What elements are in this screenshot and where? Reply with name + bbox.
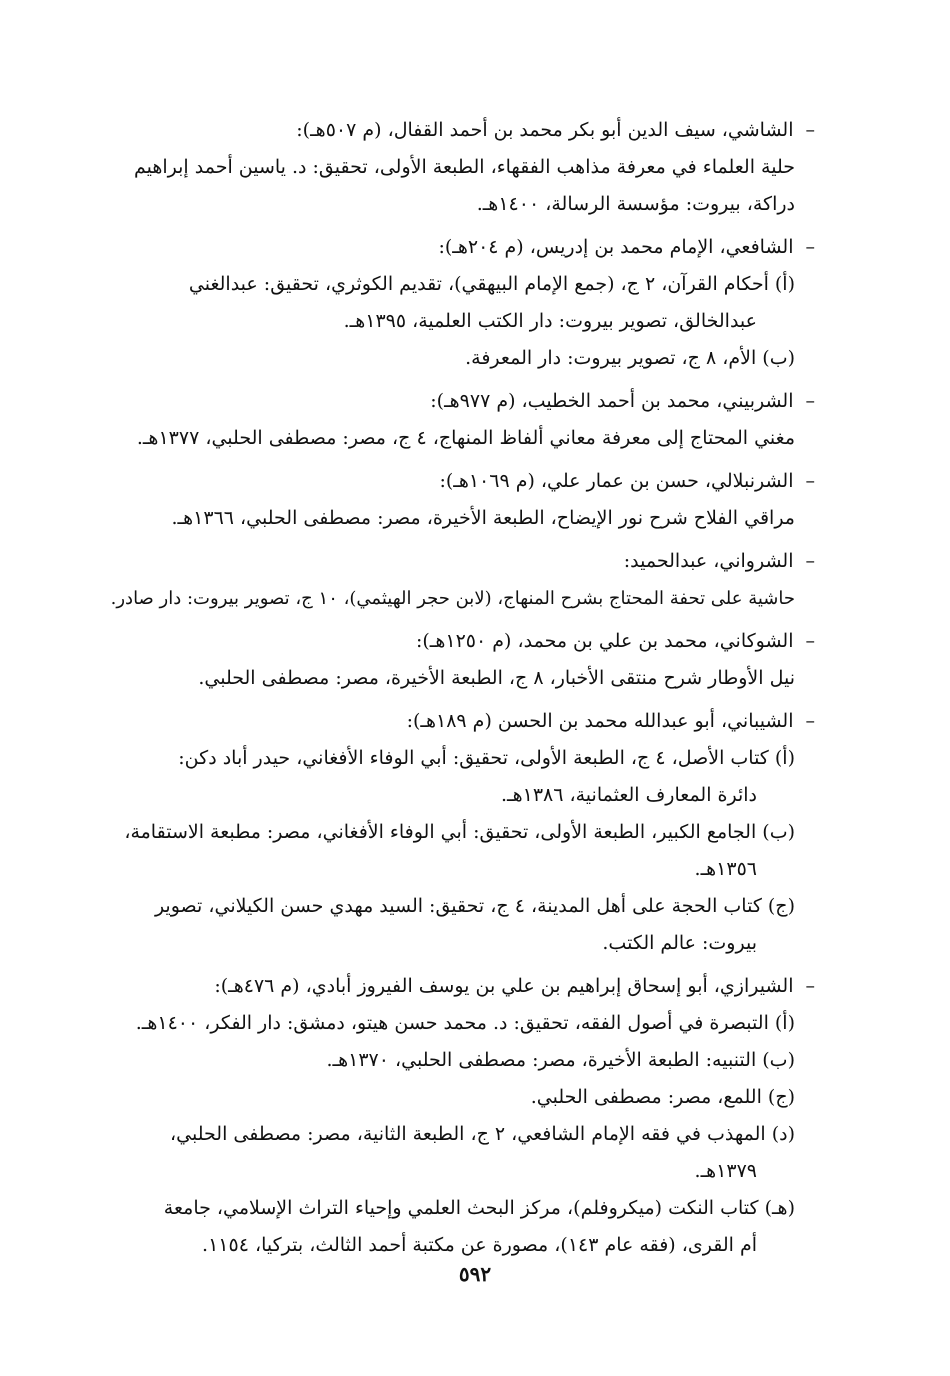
entry-head: –الشوكاني، محمد بن علي بن محمد، (م ١٢٥٠هـ):	[415, 630, 815, 652]
bibliography-entry	[105, 543, 815, 617]
entry-line: دائرة المعارف العثمانية، ١٣٨٦هـ.	[500, 784, 757, 806]
entry-head: –الشربيني، محمد بن أحمد الخطيب، (م ٩٧٧هـ):	[430, 390, 815, 412]
entry-line: أم القرى، (فقه عام ١٤٣)، مصورة عن مكتبة أحمد الثالث، بتركيا، ١١٥٤.	[202, 1234, 757, 1256]
bibliography-entry	[105, 968, 815, 1264]
entry-head: –الشيباني، أبو عبدالله محمد بن الحسن (م ١٨٩هـ):	[406, 710, 815, 732]
bibliography-entry	[105, 463, 815, 537]
entry-head: –الشرواني، عبدالحميد:	[623, 550, 815, 572]
entry-line: (ج) اللمع، مصر: مصطفى الحلبي.	[530, 1086, 795, 1108]
entry-line: (هـ) كتاب النكت (ميكروفلم)، مركز البحث العلمي وإحياء التراث الإسلامي، جامعة	[163, 1197, 795, 1219]
entry-line: نيل الأوطار شرح منتقى الأخبار، ٨ ج، الطبعة الأخيرة، مصر: مصطفى الحلبي.	[198, 667, 795, 689]
entry-line: عبدالخالق، تصوير بيروت: دار الكتب العلمية، ١٣٩٥هـ.	[343, 310, 757, 332]
entry-line: (ب) التنبيه: الطبعة الأخيرة، مصر: مصطفى الحلبي، ١٣٧٠هـ.	[326, 1049, 795, 1071]
entry-head: –الشيرازي، أبو إسحاق إبراهيم بن علي بن يوسف الفيروز أبادي، (م ٤٧٦هـ):	[214, 975, 815, 997]
entry-line: (ب) الجامع الكبير، الطبعة الأولى، تحقيق: أبي الوفاء الأفغاني، مصر: مطبعة الاستقامة،	[124, 821, 795, 843]
entry-line: (ج) كتاب الحجة على أهل المدينة، ٤ ج، تحقيق: السيد مهدي حسن الكيلاني، تصوير	[154, 895, 795, 917]
entry-line: دراكة، بيروت: مؤسسة الرسالة، ١٤٠٠هـ.	[476, 193, 795, 215]
entry-head: –الشافعي، الإمام محمد بن إدريس، (م ٢٠٤هـ):	[438, 236, 815, 258]
bibliography-entry	[105, 383, 815, 457]
entry-head: –الشرنبلالي، حسن بن عمار علي، (م ١٠٦٩هـ):	[439, 470, 815, 492]
bibliography-entry	[105, 703, 815, 962]
page-number: ٥٩٢	[458, 1262, 492, 1286]
entry-line: (د) المهذب في فقه الإمام الشافعي، ٢ ج، الطبعة الثانية، مصر: مصطفى الحلبي،	[170, 1123, 795, 1145]
entry-head: –الشاشي، سيف الدين أبو بكر محمد بن أحمد القفال، (م ٥٠٧هـ):	[296, 119, 815, 141]
entry-line: حاشية على تحفة المحتاج بشرح المنهاج، (لابن حجر الهيثمي)، ١٠ ج، تصوير بيروت: دار صادر.	[110, 588, 795, 609]
entry-line: مغني المحتاج إلى معرفة معاني ألفاظ المنهاج، ٤ ج، مصر: مصطفى الحلبي، ١٣٧٧هـ.	[136, 427, 795, 449]
entry-line: بيروت: عالم الكتب.	[602, 932, 757, 954]
entry-line: ١٣٥٦هـ.	[694, 858, 757, 880]
entry-line: (ب) الأم، ٨ ج، تصوير بيروت: دار المعرفة.	[465, 347, 795, 369]
entry-line: (أ) التبصرة في أصول الفقه، تحقيق: د. محمد حسن هيتو، دمشق: دار الفكر، ١٤٠٠هـ.	[135, 1012, 795, 1034]
entry-line: (أ) كتاب الأصل، ٤ ج، الطبعة الأولى، تحقيق: أبي الوفاء الأفغاني، حيدر أباد دكن:	[178, 747, 795, 769]
bibliography-entry	[105, 229, 815, 377]
entry-line: (أ) أحكام القرآن، ٢ ج، (جمع الإمام البيهقي)، تقديم الكوثري، تحقيق: عبدالغني	[188, 273, 795, 295]
entry-line: مراقي الفلاح شرح نور الإيضاح، الطبعة الأخيرة، مصر: مصطفى الحلبي، ١٣٦٦هـ.	[171, 507, 795, 529]
bibliography-entry	[105, 112, 815, 223]
entry-line: ١٣٧٩هـ.	[694, 1160, 757, 1182]
entry-line: حلية العلماء في معرفة مذاهب الفقهاء، الطبعة الأولى، تحقيق: د. ياسين أحمد إبراهيم	[133, 156, 795, 178]
bibliography-entry	[105, 623, 815, 697]
